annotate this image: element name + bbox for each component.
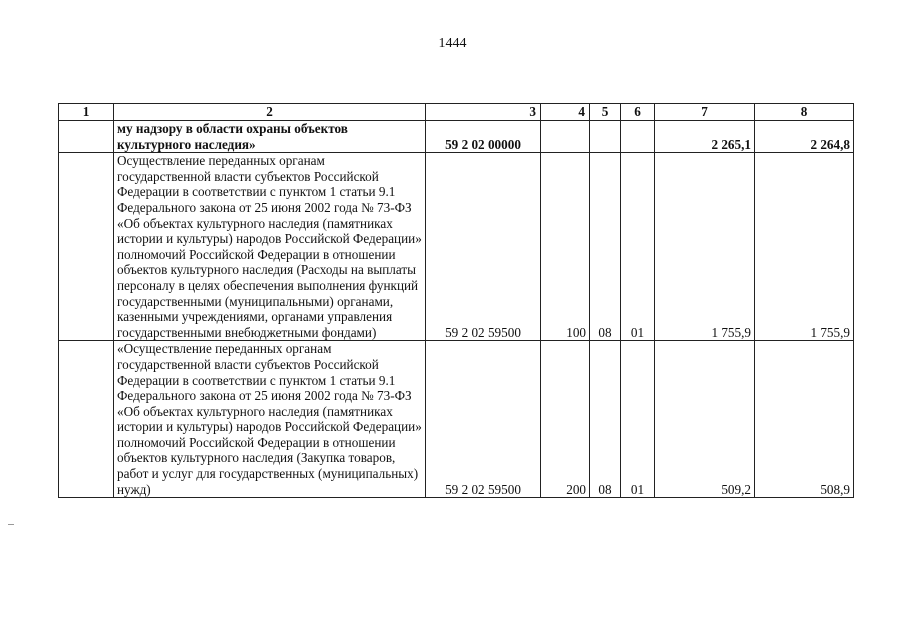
- column-header: 7: [655, 104, 755, 121]
- table-header-row: [59, 104, 854, 121]
- amount-cell: 1 755,9: [655, 153, 755, 341]
- section-cell: 08: [590, 153, 621, 341]
- description-cell: «Осуществление переданных органам государственной власти субъектов Российской Федерации в соответствии с пунктом 1 статьи 9.1 Федерального закона от 25 июня 2002 года № 73-ФЗ «Об объектах культурного наследия (памятниках истории и культуры) народов Российской Федерации» полномочий Российской Федерации в отношении объектов культурного наследия (Закупка товаров, работ и услуг для государственных (муниципальных) нужд): [114, 341, 426, 498]
- page-number: 1444: [438, 36, 467, 51]
- subsection-cell: 01: [621, 153, 655, 341]
- margin-mark: [8, 524, 14, 525]
- amount-cell: 2 265,1: [655, 121, 755, 153]
- amount-cell: 509,2: [655, 341, 755, 498]
- column-header: 8: [755, 104, 854, 121]
- code-cell: 59 2 02 00000: [426, 121, 541, 153]
- subsection-cell: [621, 121, 655, 153]
- column-header: 2: [114, 104, 426, 121]
- type-cell: 100: [541, 153, 590, 341]
- table-row: [59, 121, 854, 153]
- type-cell: [541, 121, 590, 153]
- table-row: [59, 153, 854, 341]
- amount-cell: 508,9: [755, 341, 854, 498]
- column-header: 1: [59, 104, 114, 121]
- column-header: 5: [590, 104, 621, 121]
- budget-table: [58, 103, 854, 498]
- code-cell: 59 2 02 59500: [426, 153, 541, 341]
- column-header: 3: [426, 104, 541, 121]
- row-number-cell: [59, 121, 114, 153]
- amount-cell: 2 264,8: [755, 121, 854, 153]
- subsection-cell: 01: [621, 341, 655, 498]
- table-row: [59, 341, 854, 498]
- row-number-cell: [59, 341, 114, 498]
- type-cell: 200: [541, 341, 590, 498]
- description-cell: му надзору в области охраны объектов культурного наследия»: [114, 121, 426, 153]
- section-cell: 08: [590, 341, 621, 498]
- amount-cell: 1 755,9: [755, 153, 854, 341]
- code-cell: 59 2 02 59500: [426, 341, 541, 498]
- column-header: 6: [621, 104, 655, 121]
- section-cell: [590, 121, 621, 153]
- description-cell: Осуществление переданных органам государственной власти субъектов Российской Федерации в соответствии с пунктом 1 статьи 9.1 Федерального закона от 25 июня 2002 года № 73-ФЗ «Об объектах культурного наследия (памятниках истории и культуры) народов Российской Федерации» полномочий Российской Федерации в отношении объектов культурного наследия (Расходы на выплаты персоналу в целях обеспечения выполнения функций государственными (муниципальными) органами, казенными учреждениями, органами управления государственными внебюджетными фондами): [114, 153, 426, 341]
- column-header: 4: [541, 104, 590, 121]
- row-number-cell: [59, 153, 114, 341]
